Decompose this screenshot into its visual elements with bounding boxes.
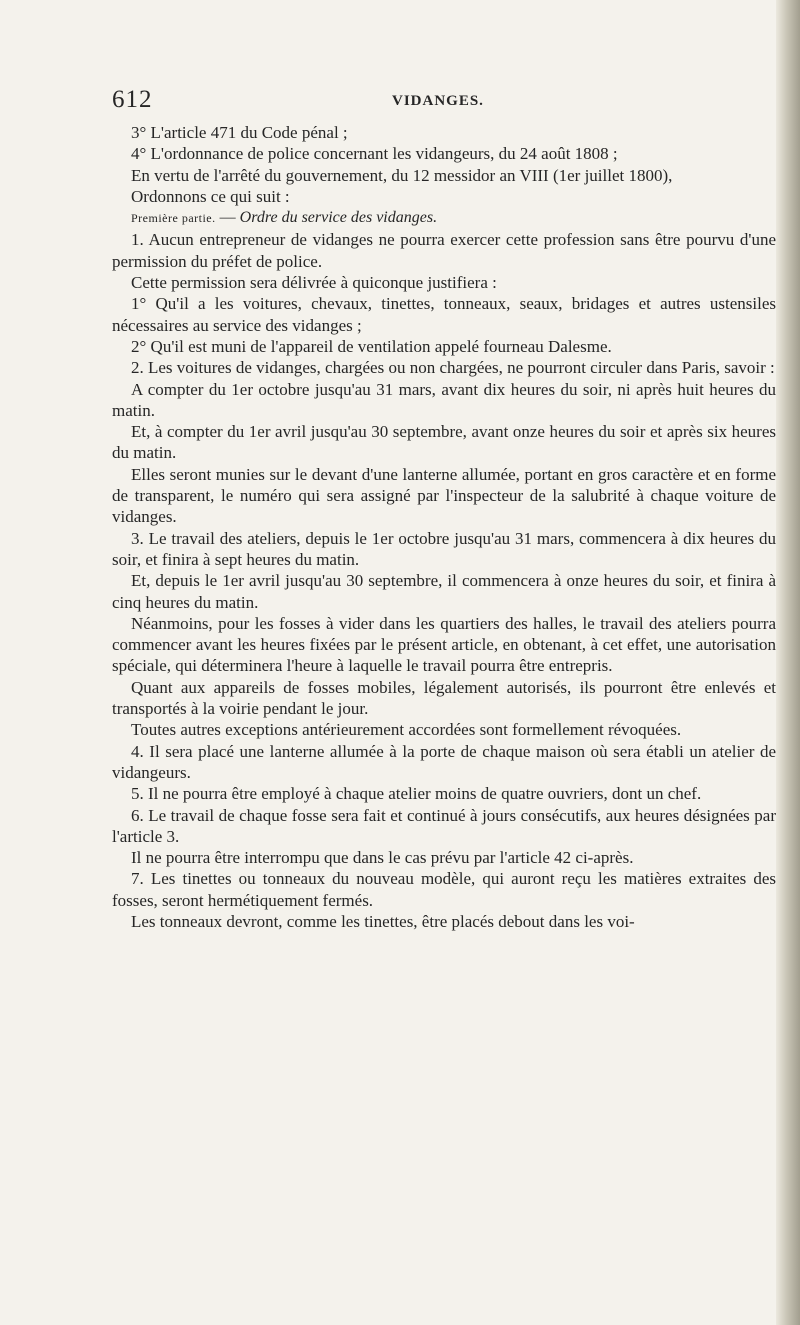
paragraph: 2° Qu'il est muni de l'appareil de ventilation appelé fourneau Dalesme.: [131, 336, 612, 356]
page-number: 612: [112, 86, 153, 113]
paragraph: 7. Les tinettes ou tonneaux du nouveau modèle, qui auront reçu les matières extraites des fosses, seront hermétiquement fermés.: [112, 869, 776, 910]
paragraph: Et, depuis le 1er avril jusqu'au 30 septembre, il commencera à onze heures du soir, et finira à cinq heures du matin.: [112, 571, 776, 612]
book-page: [112, 86, 776, 932]
page-edge-shadow: [776, 0, 800, 1325]
paragraph: Il ne pourra être interrompu que dans le cas prévu par l'article 42 ci-après.: [131, 848, 634, 868]
paragraph: En vertu de l'arrêté du gouvernement, du 12 messidor an VIII (1er juillet 1800),: [131, 165, 673, 185]
paragraph: Elles seront munies sur le devant d'une lanterne allumée, portant en gros caractère et en forme de transparent, le numéro qui sera assigné par l'inspecteur de la salubrité à chaque voiture de vidanges.: [112, 464, 776, 527]
paragraph: Cette permission sera délivrée à quiconque justifiera :: [131, 273, 497, 293]
running-title: VIDANGES.: [392, 93, 484, 109]
section-title: Ordre du service des vidanges.: [239, 209, 438, 227]
paragraph: Néanmoins, pour les fosses à vider dans les quartiers des halles, le travail des ateliers pourra commencer avant les heures fixées par le présent article, en obtenant, à cet effet, une autorisation spéciale, qui déterminera l'heure à laquelle le travail pourra être entrepris.: [112, 613, 776, 676]
paragraph: 3. Le travail des ateliers, depuis le 1er octobre jusqu'au 31 mars, commencera à dix heures du soir, et finira à sept heures du matin.: [112, 528, 776, 569]
body-text: [112, 122, 776, 932]
paragraph: Ordonnons ce qui suit :: [131, 186, 290, 206]
paragraph: Les tonneaux devront, comme les tinettes, être placés debout dans les voi-: [131, 911, 635, 931]
paragraph: 4. Il sera placé une lanterne allumée à la porte de chaque maison où sera établi un atelier de vidangeurs.: [112, 741, 776, 782]
paragraph: 2. Les voitures de vidanges, chargées ou non chargées, ne pourront circuler dans Paris, savoir :: [131, 358, 775, 378]
section-heading: [112, 207, 776, 229]
paragraph: 1. Aucun entrepreneur de vidanges ne pourra exercer cette profession sans être pourvu d'une permission du préfet de police.: [112, 230, 776, 271]
part-label: Première partie.: [131, 211, 216, 226]
paragraph: 4° L'ordonnance de police concernant les vidangeurs, du 24 août 1808 ;: [131, 144, 618, 164]
paragraph: Quant aux appareils de fosses mobiles, légalement autorisés, ils pourront être enlevés et transportés à la voirie pendant le jour.: [112, 677, 776, 719]
paragraph: 1° Qu'il a les voitures, chevaux, tinettes, tonneaux, seaux, bridages et autres ustensiles nécessaires au service des vidanges ;: [112, 294, 776, 335]
paragraph: 5. Il ne pourra être employé à chaque atelier moins de quatre ouvriers, dont un chef.: [131, 784, 702, 804]
paragraph: Toutes autres exceptions antérieurement accordées sont formellement révoquées.: [131, 720, 682, 740]
paragraph: Et, à compter du 1er avril jusqu'au 30 septembre, avant onze heures du soir et après six heures du matin.: [112, 422, 776, 463]
paragraph: 3° L'article 471 du Code pénal ;: [131, 123, 348, 142]
running-header: [112, 86, 776, 122]
paragraph: A compter du 1er octobre jusqu'au 31 mars, avant dix heures du soir, ni après huit heures du matin.: [112, 379, 776, 420]
heading-separator: —: [215, 209, 240, 227]
paragraph: 6. Le travail de chaque fosse sera fait et continué à jours consécutifs, aux heures désignées par l'article 3.: [112, 805, 776, 846]
